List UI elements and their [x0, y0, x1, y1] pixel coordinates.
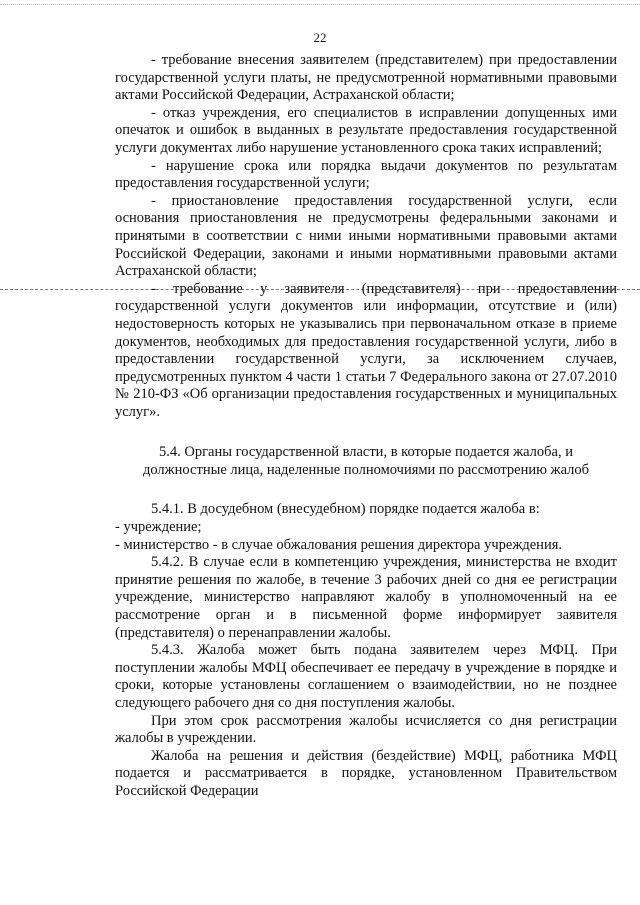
list-item-institution: - учреждение; [115, 519, 202, 536]
clause-5-4-3: 5.4.3. Жалоба может быть подана заявителем через МФЦ. При поступлении жалобы МФЦ обеспечивает ее передачу в учреждение в порядке и сроки, которые установлены соглашением о взаимодействии, но не позднее следующего рабочего дня со дня поступления жалобы. [115, 642, 617, 711]
grounds-item-suspension: - приостановление предоставления государственной услуги, если основания приостановления не предусмотрены федеральными законами и принятыми в соответствии с ними иными нормативными правовыми актами Российской Федерации, законами и иными нормативными правовыми актами Астраханской области; [115, 192, 617, 280]
document-body [115, 52, 617, 801]
clause-5-4-1: 5.4.1. В досудебном (внесудебном) порядке подается жалоба в: [151, 501, 540, 518]
section-heading-line2: должностные лица, наделенные полномочиями по рассмотрению жалоб [142, 462, 589, 479]
section-heading [115, 443, 617, 479]
page-number: 22 [313, 30, 327, 45]
section-heading-line1: 5.4. Органы государственной власти, в которые подается жалоба, и [159, 444, 573, 461]
scan-artifact-top [0, 4, 640, 5]
grounds-item-payment: - требование внесения заявителем (представителем) при предоставлении государственной услуги платы, не предусмотренной нормативными правовыми актами Российской Федерации, Астраханской области; [115, 52, 617, 104]
mfc-complaint-paragraph: Жалоба на решения и действия (бездействие) МФЦ, работника МФЦ подается и рассматривается в порядке, установленном Правительством Российской Федерации [115, 747, 617, 799]
grounds-item-typos: - отказ учреждения, его специалистов в исправлении допущенных ими опечаток и ошибок в выданных в результате предоставления государственной услуги документах либо нарушение установленного срока таких исправлений; [115, 104, 617, 156]
list-item-ministry: - министерство - в случае обжалования решения директора учреждения. [115, 536, 562, 553]
grounds-item-deadline: - нарушение срока или порядка выдачи документов по результатам предоставления государственной услуги; [115, 157, 617, 192]
grounds-item-documents: - требование у заявителя (представителя) при предоставлении государственной услуги документов или информации, отсутствие и (или) недостоверность которых не указывались при первоначальном отказе в приеме документов, необходимых для предоставления государственной услуги, либо в предоставлении государственной услуги, за исключением случаев, предусмотренных пунктом 4 части 1 статьи 7 Федерального закона от 27.07.2010 № 210-ФЗ «Об организации предоставления государственных и муниципальных услуг». [115, 280, 617, 420]
review-term-paragraph: При этом срок рассмотрения жалобы исчисляется со дня регистрации жалобы в учреждении. [115, 712, 617, 747]
clause-5-4-2: 5.4.2. В случае если в компетенцию учреждения, министерства не входит принятие решения по жалобе, в течение 3 рабочих дней со дня ее регистрации учреждение, министерство направляют жалобу в уполномоченный на ее рассмотрение орган и в письменной форме информирует заявителя (представителя) о перенаправлении жалобы. [115, 554, 617, 641]
